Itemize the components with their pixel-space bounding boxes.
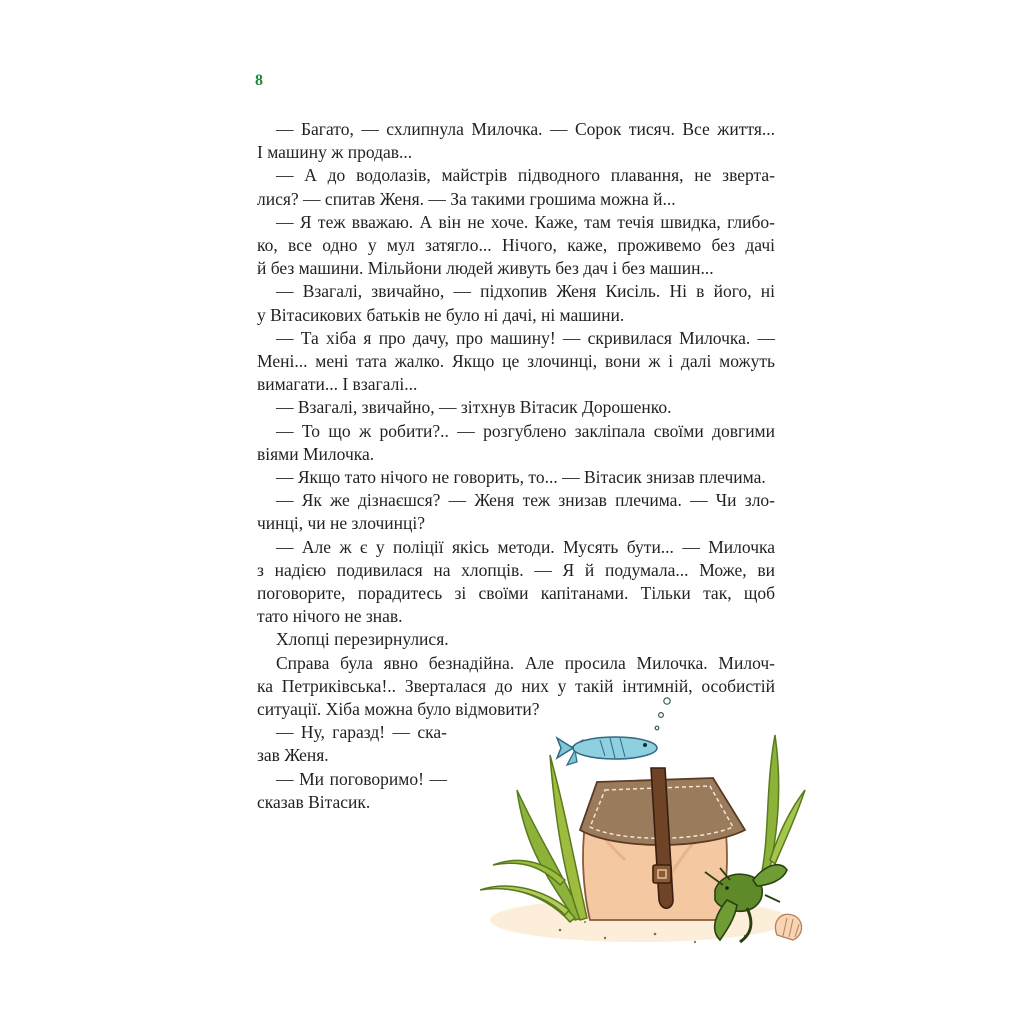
treasure-illustration — [465, 690, 810, 955]
text-line: Мені... мені тата жалко. Якщо це злочинці, вони ж і далі можуть — [257, 351, 775, 372]
text-line: вимагати... І взагалі... — [257, 374, 418, 395]
text-line: — Якщо тато нічого не говорить, то... — Вітасик знизав плечима. — [276, 467, 766, 488]
text-line: віями Милочка. — [257, 443, 375, 464]
seaweed-icon — [480, 755, 587, 922]
text-line: — Я теж вважаю. А він не хоче. Каже, там течія швидка, глибо- — [276, 211, 775, 232]
text-line: поговорите, порадитесь зі своїми капітанами. Тільки так, щоб — [257, 583, 775, 604]
text-line: сказав Вітасик. — [257, 791, 371, 812]
bubbles-icon — [655, 698, 670, 730]
text-line: — Взагалі, звичайно, — підхопив Женя Кисіль. Ні в його, ні — [276, 281, 775, 302]
text-line: у Вітасикових батьків не було ні дачі, ні машини. — [257, 304, 625, 325]
text-line: — Взагалі, звичайно, — зітхнув Вітасик Дорошенко. — [276, 397, 672, 418]
text-line: й без машини. Мільйони людей живуть без дач і без машин... — [257, 258, 714, 279]
seaweed-icon — [760, 735, 805, 882]
text-line: — Ну, гаразд! — ска- — [276, 722, 447, 743]
text-line: тато нічого не знав. — [257, 606, 403, 627]
text-line: лися? — спитав Женя. — За такими грошима можна й... — [257, 188, 676, 209]
seashell-icon — [775, 914, 801, 940]
text-line: ситуації. Хіба можна було відмовити? — [257, 699, 540, 720]
text-line: — Але ж є у поліції якісь методи. Мусять бути... — Милочка — [276, 536, 775, 557]
text-line: — Багато, — схлипнула Милочка. — Сорок тисяч. Все життя... — [276, 119, 775, 139]
fish-icon — [557, 737, 657, 765]
text-line: — А до водолазів, майстрів підводного плавання, не зверта- — [276, 165, 775, 186]
text-line: чинці, чи не злочинці? — [257, 513, 426, 534]
text-line: Справа була явно безнадійна. Але просила Милочка. Милоч- — [276, 652, 775, 673]
text-line: — Ми поговоримо! — — [276, 768, 447, 789]
text-line: — Як же дізнаєшся? — Женя теж знизав плечима. — Чи зло- — [276, 490, 775, 511]
text-line: ко, все одно у мул затягло... Нічого, каже, проживемо без дачі — [257, 235, 775, 256]
narrow-paragraph-block — [257, 721, 447, 814]
text-line: Хлопці перезирнулися. — [276, 629, 449, 650]
text-line: І машину ж продав... — [257, 142, 413, 163]
text-line: зав Женя. — [257, 745, 329, 766]
text-line: — Та хіба я про дачу, про машину! — скривилася Милочка. — — [276, 327, 775, 348]
paragraph-block — [257, 118, 775, 721]
page-number: 8 — [255, 72, 263, 89]
text-line: з надією подивилася на хлопців. — Я й подумала... Може, ви — [257, 559, 775, 580]
text-line: — То що ж робити?.. — розгублено закліпала своїми довгими — [276, 420, 775, 441]
text-line: ка Петриківська!.. Зверталася до них у такій інтимній, особистій — [257, 675, 775, 696]
